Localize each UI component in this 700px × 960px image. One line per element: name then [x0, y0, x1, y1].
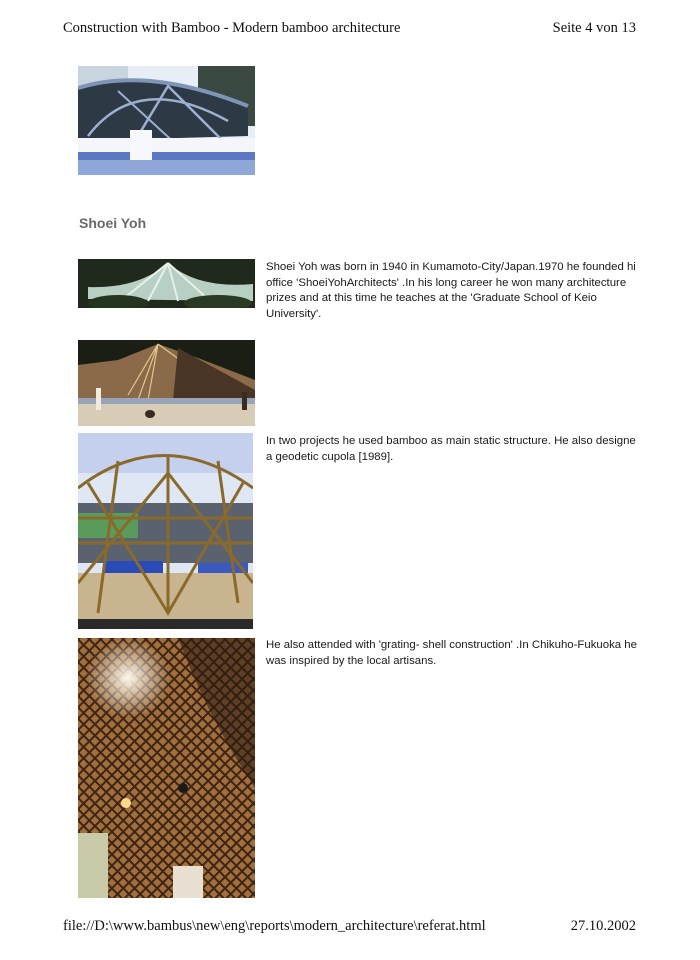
file-path: file://D:\www.bambus\new\eng\reports\modern_architecture\referat.html — [63, 918, 486, 934]
photo-geodetic-dome — [78, 433, 253, 629]
text-line: office 'ShoeiYohArchitects' .In his long career he won many architecture — [266, 276, 627, 289]
photo-pavilion — [78, 66, 255, 175]
text-line: Shoei Yoh was born in 1940 in Kumamoto-City/Japan.1970 he founded hi — [266, 261, 636, 273]
photo-grating-shell — [78, 638, 255, 898]
biography-paragraph — [266, 260, 638, 322]
projects-paragraph — [266, 434, 638, 465]
photo-bamboo-mound — [78, 340, 255, 426]
section-heading: Shoei Yoh — [79, 215, 147, 231]
photo-shell-roof — [78, 259, 255, 308]
text-line: a geodetic cupola [1989]. — [266, 450, 394, 463]
text-line: prizes and at this time he teaches at the 'Graduate School of Keio — [266, 292, 597, 304]
text-line: was inspired by the local artisans. — [266, 654, 437, 667]
text-line: University'. — [266, 307, 322, 320]
grating-shell-paragraph — [266, 638, 638, 669]
text-line: In two projects he used bamboo as main static structure. He also designe — [266, 435, 636, 447]
text-line: He also attended with 'grating- shell construction' .In Chikuho-Fukuoka he — [266, 639, 637, 651]
document-title: Construction with Bamboo - Modern bamboo architecture — [63, 20, 401, 36]
page-number: Seite 4 von 13 — [552, 20, 636, 36]
print-date: 27.10.2002 — [570, 918, 636, 934]
